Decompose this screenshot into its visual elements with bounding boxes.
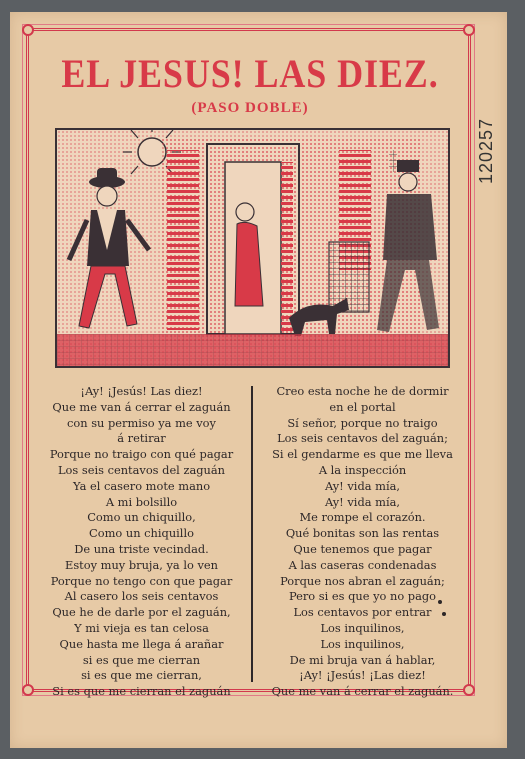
verse-line: Estoy muy bruja, ya lo ven	[65, 557, 218, 572]
song-title: EL JESUS! LAS DIEZ.	[61, 51, 439, 96]
verse-line: Y mi vieja es tan celosa	[74, 620, 209, 635]
verse-line: Porque nos abran el zaguán;	[280, 573, 445, 588]
verse-line: Si el gendarme es que me lleva	[272, 447, 453, 462]
verse-line: Ay! vida mía,	[324, 494, 401, 509]
verse-line: Los inquilinos,	[320, 636, 405, 651]
verse-line: ¡Ay! ¡Jesús! ¡Las diez!	[299, 668, 426, 683]
verse-line: Los inquilinos,	[320, 620, 405, 635]
woodcut-illustration	[55, 128, 450, 368]
verse-line: con su permiso ya me voy	[67, 415, 216, 430]
verse-line: Ay! vida mía,	[324, 478, 401, 493]
ink-speck	[438, 600, 442, 604]
song-subtitle: (PASO DOBLE)	[191, 100, 309, 116]
verse-line: Que he de darle por el zaguán,	[52, 605, 231, 620]
column-divider	[251, 386, 253, 682]
verse-line: Pero si es que yo no pago	[288, 589, 437, 604]
verse-line: Que tenemos que pagar	[293, 541, 432, 556]
verse-line: A la inspección	[318, 462, 407, 477]
verse-line: Porque no tengo con que pagar	[50, 573, 233, 588]
verse-line: A las caseras condenadas	[288, 557, 437, 572]
verse-line: en el portal	[329, 399, 396, 414]
verse-line: Qué bonitas son las rentas	[285, 526, 440, 541]
verse-line: Que me van á cerrar el zaguán.	[271, 684, 454, 699]
verse-line: Porque no traigo con qué pagar	[49, 447, 234, 462]
verse-line: ¡Ay! ¡Jesús! Las diez!	[80, 384, 203, 398]
verse-line: Que hasta me llega á arañar	[59, 636, 224, 651]
verse-line: De mi bruja van á hablar,	[289, 652, 436, 667]
corner-ornament-bottom-left	[22, 684, 34, 696]
verse-line: si es que me cierran	[82, 652, 201, 667]
verse-line: Sí señor, porque no traigo	[287, 415, 438, 430]
lyrics-left-column	[38, 384, 245, 699]
catalog-number: 120257	[476, 117, 496, 185]
verse-line: Como un chiquillo	[89, 526, 194, 541]
ink-speck	[442, 612, 446, 616]
verse-line: Los centavos por entrar	[293, 605, 432, 620]
corner-ornament-top-left	[22, 24, 34, 36]
verse-line: á retirar	[117, 431, 166, 446]
verse-line: Los seis centavos del zaguán;	[277, 431, 448, 446]
verse-line: A mi bolsillo	[105, 494, 178, 509]
verse-line: Si es que me cierran el zaguán	[52, 684, 231, 699]
verse-line: Creo esta noche he de dormir	[276, 384, 449, 398]
lyrics-right-column	[259, 384, 466, 699]
corner-ornament-top-right	[463, 24, 475, 36]
woodcut-street-scene-icon	[57, 130, 448, 366]
verse-line: Al casero los seis centavos	[64, 589, 219, 604]
verse-line: Que me van á cerrar el zaguán	[52, 399, 231, 414]
verse-line: Me rompe el corazón.	[299, 510, 426, 525]
verse-line: si es que me cierran,	[81, 668, 202, 683]
verse-line: De una triste vecindad.	[74, 541, 209, 556]
verse-line: Como un chiquillo,	[87, 510, 196, 525]
verse-line: Ya el casero mote mano	[72, 478, 211, 493]
verse-line: Los seis centavos del zaguán	[57, 462, 225, 477]
song-lyrics	[38, 384, 466, 699]
